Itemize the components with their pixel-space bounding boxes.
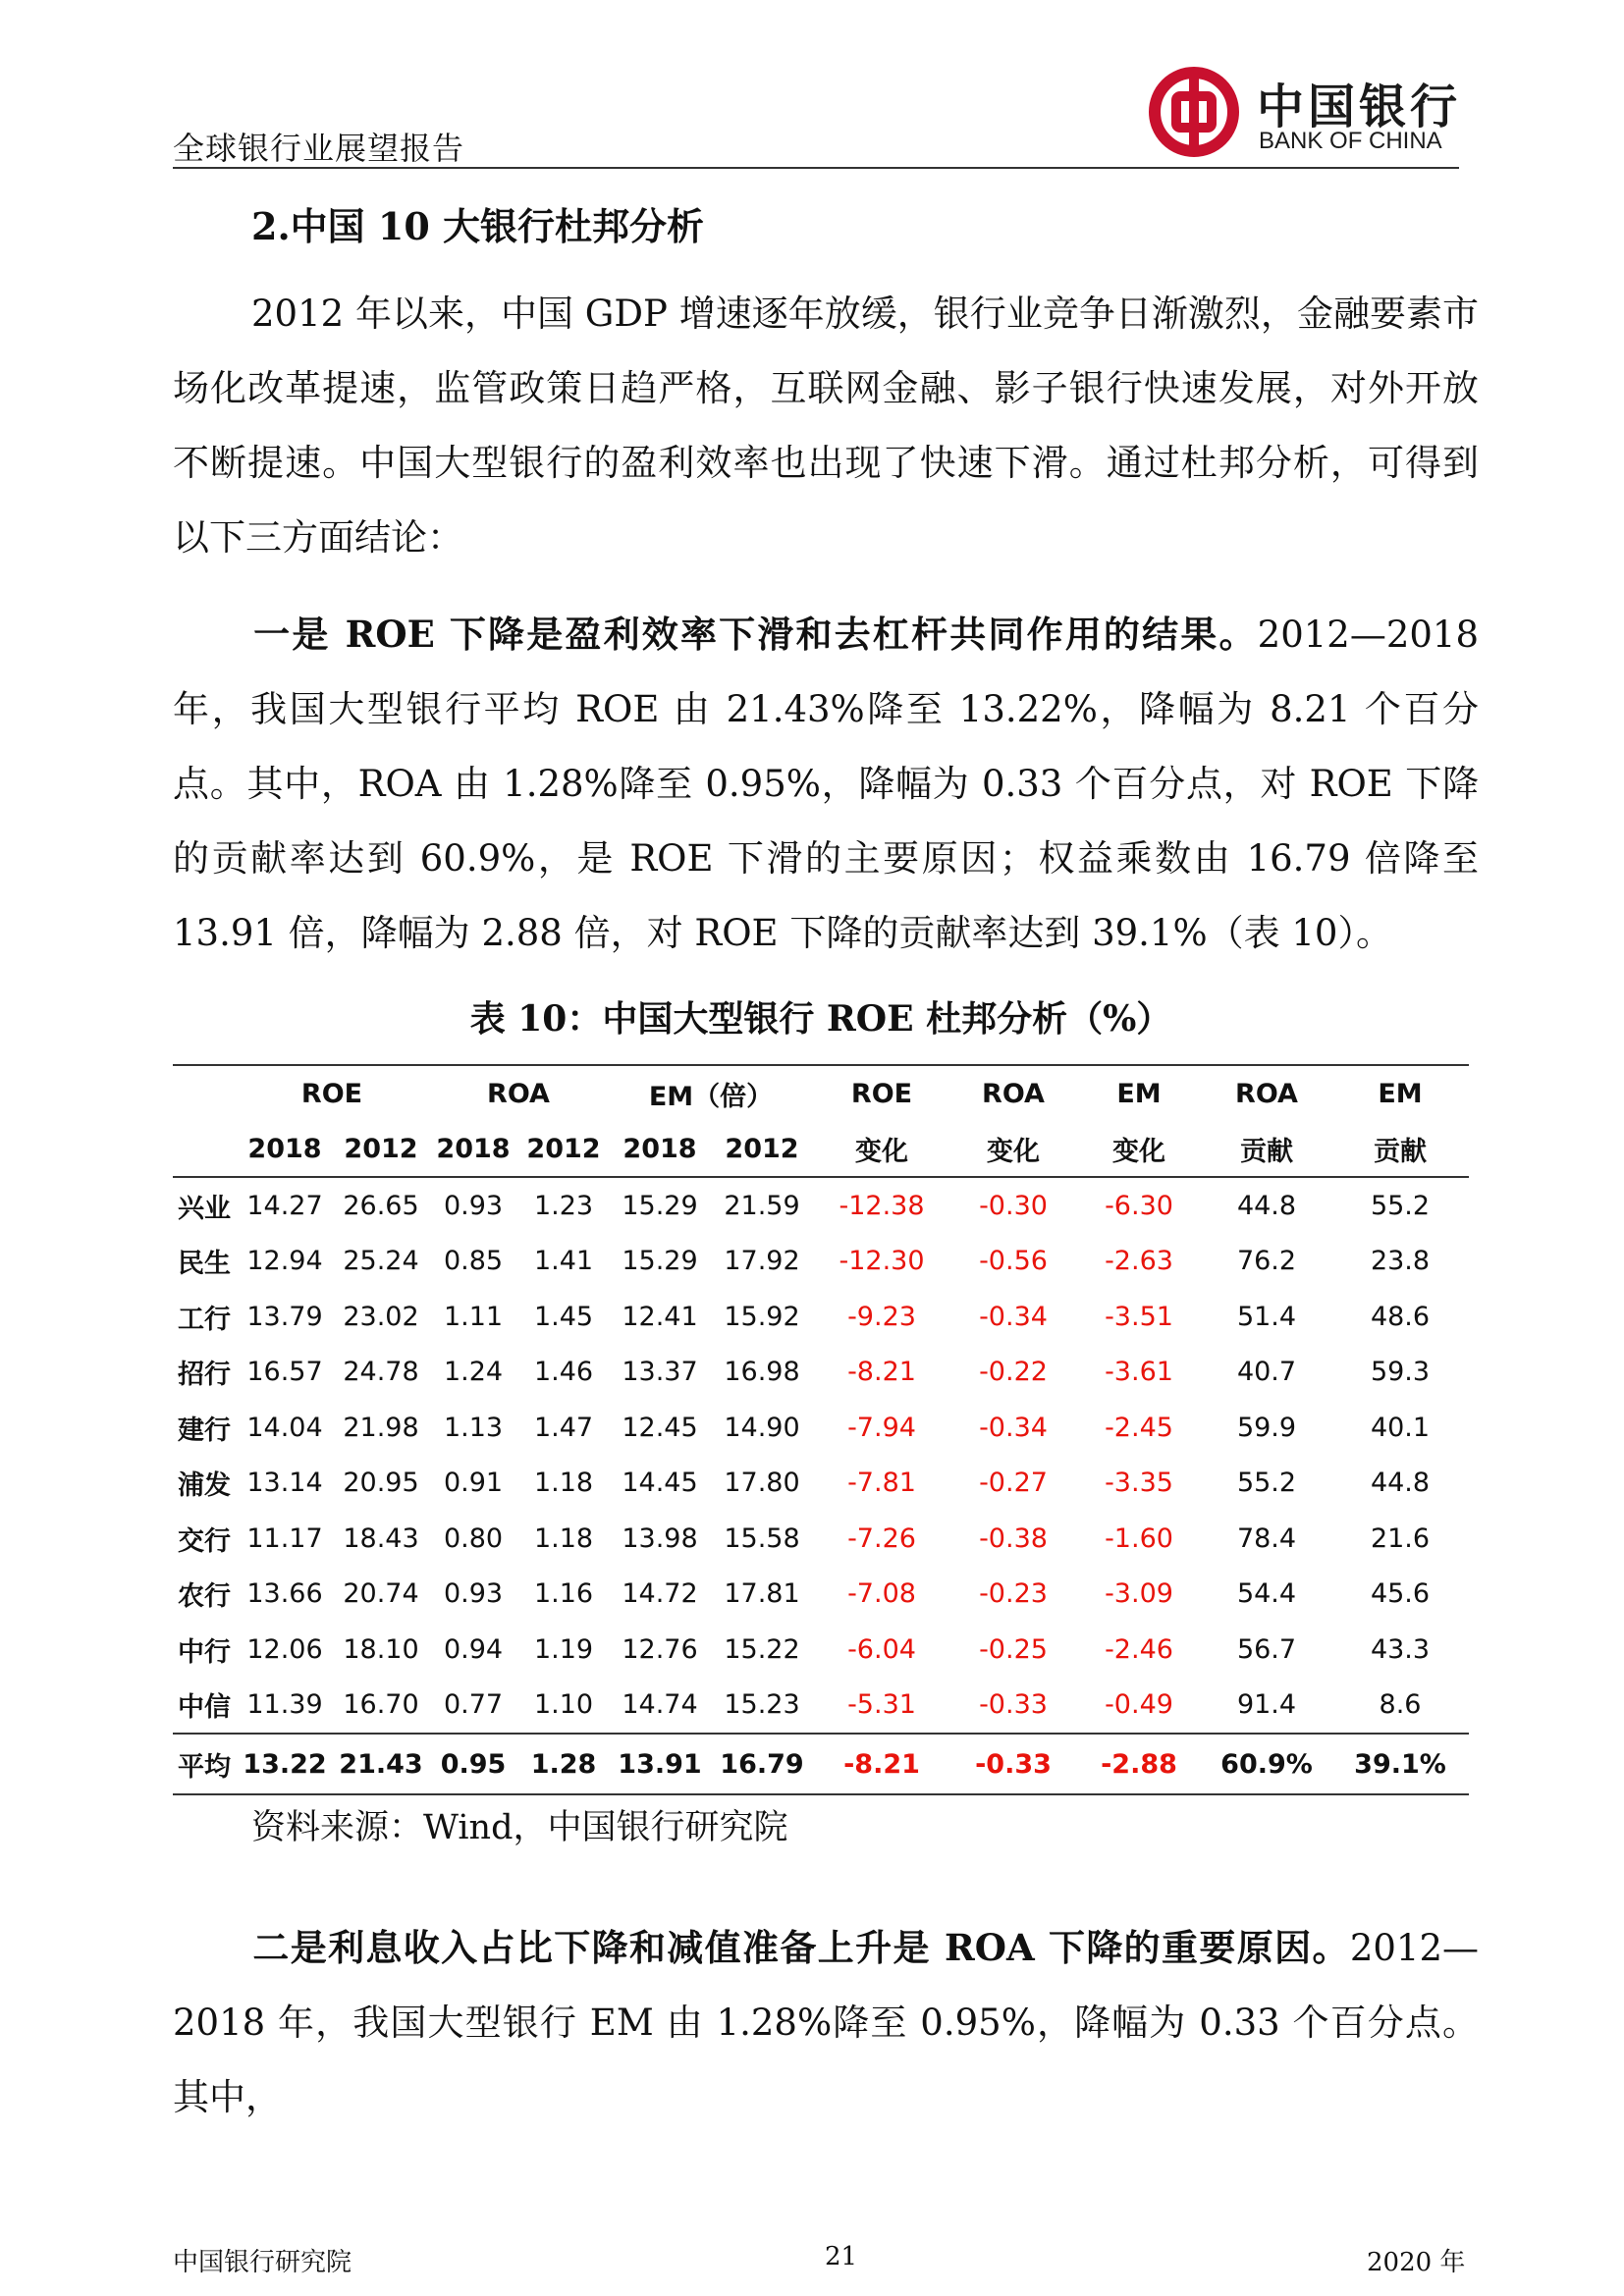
header-title: 全球银行业展望报告 <box>173 130 465 167</box>
bank-name: 工行 <box>178 1304 231 1335</box>
table-cell: 15.58 <box>724 1522 800 1554</box>
table-cell: -0.34 <box>979 1301 1048 1332</box>
table-cell: 14.04 <box>246 1412 323 1443</box>
table-cell: -5.31 <box>847 1689 916 1721</box>
table-cell: 12.41 <box>622 1301 698 1332</box>
table-body <box>173 1177 1469 1794</box>
table-cell: -0.23 <box>979 1578 1048 1610</box>
table-cell: 1.18 <box>533 1522 594 1554</box>
table-cell: 17.81 <box>724 1578 800 1610</box>
table-cell: 59.9 <box>1236 1412 1297 1443</box>
table-cell: 39.1% <box>1331 1734 1469 1794</box>
table-cell: -12.30 <box>839 1246 925 1277</box>
table-row <box>173 1511 1469 1567</box>
table-cell: -9.23 <box>847 1301 916 1332</box>
paragraph-roe-lead: 一是 ROE 下降是盈利效率下滑和去杠杆共同作用的结果。 <box>251 613 1258 656</box>
table-cell: 20.95 <box>343 1468 419 1499</box>
table-cell: -0.22 <box>979 1357 1048 1388</box>
table-average-row <box>173 1734 1469 1794</box>
table-title: 表 10：中国大型银行 ROE 杜邦分析（%） <box>469 998 1172 1040</box>
table-cell: 20.74 <box>343 1578 419 1610</box>
table-cell: 54.4 <box>1236 1578 1297 1610</box>
table-row <box>173 1456 1469 1512</box>
table-subheader: 贡献 <box>1202 1121 1331 1177</box>
table-cell: 0.77 <box>443 1689 504 1721</box>
table-cell: 1.23 <box>533 1190 594 1221</box>
bank-name: 平均 <box>173 1734 236 1794</box>
table-cell: 51.4 <box>1236 1301 1297 1332</box>
table-cell: 48.6 <box>1370 1301 1431 1332</box>
logo-subtitle: BANK OF CHINA <box>1259 128 1442 154</box>
table-cell: 17.80 <box>724 1468 800 1499</box>
paragraph-intro-text: 2012 年以来，中国 GDP 增速逐年放缓，银行业竞争日渐激烈，金融要素市场化改革提速，监管政策日趋严格，互联网金融、影子银行快速发展，对外开放不断提速。中国大型银行的盈利效率也出现了快速下滑。通过杜邦分析，可得到以下三方面结论： <box>173 293 1479 559</box>
bank-of-china-emblem-icon <box>1147 65 1241 159</box>
table-cell: 1.18 <box>533 1468 594 1499</box>
table-cell: 21.98 <box>343 1412 419 1443</box>
table-cell: -2.63 <box>1105 1246 1173 1277</box>
table-cell: 15.22 <box>724 1633 800 1665</box>
table-cell: 18.43 <box>343 1522 419 1554</box>
table-cell: 40.1 <box>1370 1412 1431 1443</box>
table-cell: 13.37 <box>622 1357 698 1388</box>
table-cell: 1.45 <box>533 1301 594 1332</box>
table-header-roa-contrib: ROA <box>1202 1065 1331 1121</box>
table-cell: 60.9% <box>1202 1734 1331 1794</box>
table-cell: 25.24 <box>343 1246 419 1277</box>
table-cell: -8.21 <box>847 1357 916 1388</box>
table-cell: 12.94 <box>246 1246 323 1277</box>
table-cell: 0.91 <box>443 1468 504 1499</box>
table-cell: 15.23 <box>724 1689 800 1721</box>
table-cell: 24.78 <box>343 1357 419 1388</box>
table-cell: 16.98 <box>724 1357 800 1388</box>
table-cell: -2.88 <box>1076 1734 1202 1794</box>
table-header-roe-change: ROE <box>813 1065 950 1121</box>
table-cell: -12.38 <box>839 1190 925 1221</box>
table-cell: 55.2 <box>1236 1468 1297 1499</box>
table-cell: 1.41 <box>533 1246 594 1277</box>
table-cell: 1.24 <box>443 1357 504 1388</box>
bank-name: 民生 <box>178 1249 231 1280</box>
table-cell: -3.35 <box>1105 1468 1173 1499</box>
table-row <box>173 1345 1469 1401</box>
table-cell: -0.49 <box>1105 1689 1173 1721</box>
table-cell: 8.6 <box>1379 1689 1422 1721</box>
paragraph-roa-conclusion <box>173 1910 1479 2135</box>
table-cell: 13.14 <box>246 1468 323 1499</box>
table-row <box>173 1234 1469 1290</box>
logo-text: 中国银行 <box>1257 80 1462 134</box>
table-subheader: 2018 <box>236 1121 334 1177</box>
table-subheader: 变化 <box>950 1121 1076 1177</box>
table-row <box>173 1289 1469 1345</box>
table-cell: 1.47 <box>533 1412 594 1443</box>
bank-name: 交行 <box>178 1525 231 1557</box>
table-header-empty <box>173 1065 236 1121</box>
table-subheader: 2018 <box>609 1121 711 1177</box>
table-header-roe: ROE <box>236 1065 428 1121</box>
table-cell: 0.85 <box>443 1246 504 1277</box>
table-cell: -7.26 <box>847 1522 916 1554</box>
table-cell: -6.30 <box>1105 1190 1173 1221</box>
dupont-table <box>173 1064 1469 1795</box>
paragraph-roe-text: 2012—2018 年，我国大型银行平均 ROE 由 21.43%降至 13.22%，降幅为 8.21 个百分点。其中，ROA 由 1.28%降至 0.95%，降幅为 0.33 个百分点，对 ROE 下降的贡献率达到 60.9%，是 ROE 下滑的主要原因；权益乘数由 16.79 倍降至 13.91 倍，降幅为 2.88 倍，对 ROE 下降的贡献率达到 39.1%（表 10）。 <box>173 614 1479 954</box>
table-subheader: 贡献 <box>1331 1121 1469 1177</box>
table-cell: 13.98 <box>622 1522 698 1554</box>
bank-name: 浦发 <box>178 1470 231 1502</box>
table-subheader: 变化 <box>813 1121 950 1177</box>
table-cell: 1.13 <box>443 1412 504 1443</box>
table-cell: 15.29 <box>622 1190 698 1221</box>
table-cell: 13.22 <box>236 1734 334 1794</box>
table-cell: 14.72 <box>622 1578 698 1610</box>
table-cell: -0.33 <box>979 1689 1048 1721</box>
table-cell: 23.8 <box>1370 1246 1431 1277</box>
table-cell: -3.09 <box>1105 1578 1173 1610</box>
table-cell: 16.79 <box>711 1734 813 1794</box>
table-cell: 12.76 <box>622 1633 698 1665</box>
table-cell: -0.34 <box>979 1412 1048 1443</box>
table-cell: 40.7 <box>1236 1357 1297 1388</box>
footer-year: 2020 年 <box>1367 2248 1466 2277</box>
table-cell: -7.94 <box>847 1412 916 1443</box>
paragraph-roa-text: 2012—2018 年，我国大型银行 EM 由 1.28%降至 0.95%，降幅为 0.33 个百分点。其中， <box>173 1927 1479 2118</box>
table-cell: -7.08 <box>847 1578 916 1610</box>
paragraph-roa-lead: 二是利息收入占比下降和减值准备上升是 ROA 下降的重要原因。 <box>251 1926 1350 1969</box>
section-heading: 2.中国 10 大银行杜邦分析 <box>251 204 705 248</box>
table-cell: 1.16 <box>533 1578 594 1610</box>
table-row <box>173 1177 1469 1234</box>
header-rule <box>173 167 1459 169</box>
table-cell: -7.81 <box>847 1468 916 1499</box>
table-cell: -0.56 <box>979 1246 1048 1277</box>
table-header-roa: ROA <box>428 1065 609 1121</box>
table-row <box>173 1622 1469 1678</box>
table-cell: 44.8 <box>1370 1468 1431 1499</box>
table-header-em: EM（倍） <box>609 1065 813 1121</box>
table-cell: 1.28 <box>518 1734 609 1794</box>
bank-logo <box>1147 63 1473 161</box>
table-cell: 45.6 <box>1370 1578 1431 1610</box>
table-row <box>173 1400 1469 1456</box>
table-cell: 16.70 <box>343 1689 419 1721</box>
table-cell: -2.46 <box>1105 1633 1173 1665</box>
table-cell: 56.7 <box>1236 1633 1297 1665</box>
table-cell: 44.8 <box>1236 1190 1297 1221</box>
table-header-roa-change: ROA <box>950 1065 1076 1121</box>
bank-name: 招行 <box>178 1360 231 1391</box>
table-cell: 16.57 <box>246 1357 323 1388</box>
table-cell: -0.25 <box>979 1633 1048 1665</box>
table-cell: -0.27 <box>979 1468 1048 1499</box>
table-header-empty <box>173 1121 236 1177</box>
table-cell: 78.4 <box>1236 1522 1297 1554</box>
table-cell: 0.95 <box>428 1734 518 1794</box>
table-cell: -2.45 <box>1105 1412 1173 1443</box>
table-cell: 14.74 <box>622 1689 698 1721</box>
table-cell: 1.46 <box>533 1357 594 1388</box>
table-cell: 91.4 <box>1236 1689 1297 1721</box>
bank-name: 中行 <box>178 1636 231 1668</box>
table-cell: 26.65 <box>343 1190 419 1221</box>
bank-name: 建行 <box>178 1415 231 1446</box>
bank-name: 兴业 <box>178 1193 231 1224</box>
table-cell: 13.66 <box>246 1578 323 1610</box>
table-cell: 1.10 <box>533 1689 594 1721</box>
table-cell: 11.39 <box>246 1689 323 1721</box>
table-subheader: 2012 <box>334 1121 428 1177</box>
table-header-em-contrib: EM <box>1331 1065 1469 1121</box>
table-subheader: 2012 <box>518 1121 609 1177</box>
table-header-row-top <box>173 1065 1469 1121</box>
bank-name: 农行 <box>178 1581 231 1613</box>
table-cell: -1.60 <box>1105 1522 1173 1554</box>
table-cell: -8.21 <box>813 1734 950 1794</box>
table-header-row-bottom <box>173 1121 1469 1177</box>
table-row <box>173 1678 1469 1735</box>
paragraph-roe-conclusion <box>173 597 1479 971</box>
table-cell: -3.51 <box>1105 1301 1173 1332</box>
table-cell: 14.90 <box>724 1412 800 1443</box>
table-cell: 0.80 <box>443 1522 504 1554</box>
footer-institute: 中国银行研究院 <box>173 2248 352 2277</box>
table-subheader: 2012 <box>711 1121 813 1177</box>
table-cell: 15.92 <box>724 1301 800 1332</box>
table-cell: 21.6 <box>1370 1522 1431 1554</box>
table-header-em-change: EM <box>1076 1065 1202 1121</box>
table-cell: 1.19 <box>533 1633 594 1665</box>
table-row <box>173 1567 1469 1623</box>
table-cell: 12.06 <box>246 1633 323 1665</box>
table-cell: -0.30 <box>979 1190 1048 1221</box>
table-subheader: 2018 <box>428 1121 518 1177</box>
page-number: 21 <box>825 2242 858 2271</box>
table-cell: 12.45 <box>622 1412 698 1443</box>
table-cell: 0.93 <box>443 1190 504 1221</box>
table-cell: 21.43 <box>334 1734 428 1794</box>
table-cell: 18.10 <box>343 1633 419 1665</box>
table-cell: 59.3 <box>1370 1357 1431 1388</box>
table-cell: 14.45 <box>622 1468 698 1499</box>
table-cell: -0.33 <box>950 1734 1076 1794</box>
table-cell: 0.93 <box>443 1578 504 1610</box>
table-cell: 13.79 <box>246 1301 323 1332</box>
table-cell: 55.2 <box>1370 1190 1431 1221</box>
table-cell: 43.3 <box>1370 1633 1431 1665</box>
table-cell: 23.02 <box>343 1301 419 1332</box>
table-subheader: 变化 <box>1076 1121 1202 1177</box>
table-cell: -6.04 <box>847 1633 916 1665</box>
table-source: 资料来源：Wind，中国银行研究院 <box>251 1808 788 1847</box>
table-cell: -0.38 <box>979 1522 1048 1554</box>
table-cell: -3.61 <box>1105 1357 1173 1388</box>
table-cell: 21.59 <box>724 1190 800 1221</box>
table-cell: 11.17 <box>246 1522 323 1554</box>
table-cell: 15.29 <box>622 1246 698 1277</box>
paragraph-intro <box>173 277 1479 575</box>
table-cell: 76.2 <box>1236 1246 1297 1277</box>
table-cell: 0.94 <box>443 1633 504 1665</box>
table-cell: 14.27 <box>246 1190 323 1221</box>
table-cell: 1.11 <box>443 1301 504 1332</box>
bank-name: 中信 <box>178 1692 231 1724</box>
table-cell: 13.91 <box>609 1734 711 1794</box>
table-cell: 17.92 <box>724 1246 800 1277</box>
